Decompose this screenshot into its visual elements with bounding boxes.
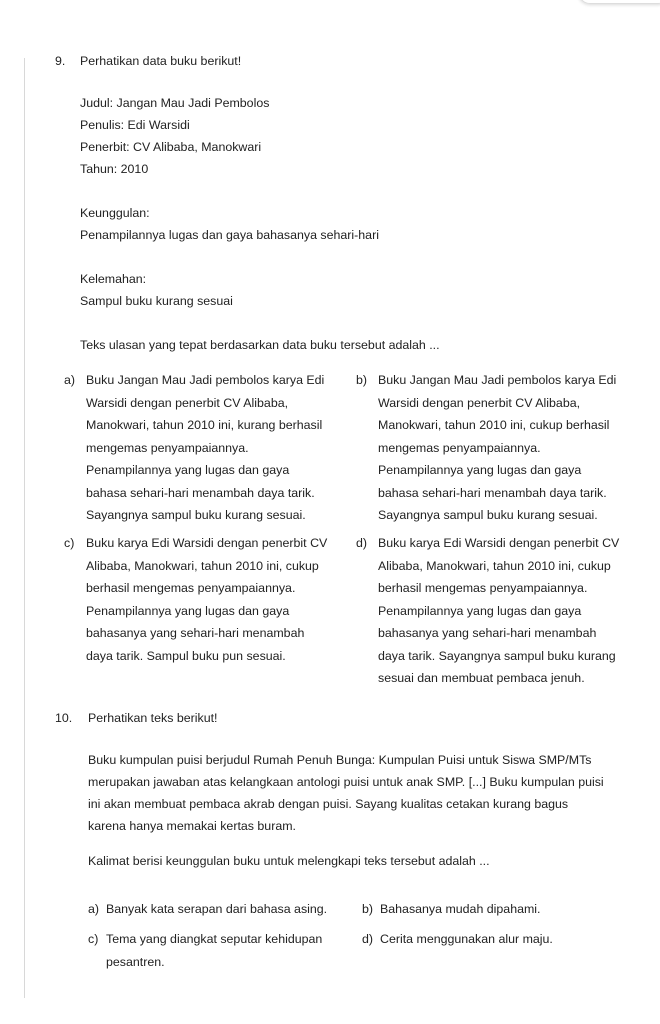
option-text-line: Buku Jangan Mau Jadi pembolos karya Edi	[86, 373, 325, 387]
text-line: merupakan jawaban atas kelangkaan antologi puisi untuk anak SMP. [...] Buku kumpulan puisi	[88, 775, 604, 789]
option-text-line: Buku karya Edi Warsidi dengan penerbit CV	[86, 536, 328, 550]
option-text-line: bahasa sehari-hari menambah daya tarik.	[378, 485, 607, 500]
text-line: Tahun: 2010	[80, 162, 149, 176]
option-label: b)	[362, 902, 374, 916]
option-label: c)	[88, 932, 99, 946]
option-text-line: Alibaba, Manokwari, tahun 2010 ini, cukup	[378, 558, 611, 573]
option-text-line: Penampilannya yang lugas dan gaya	[378, 463, 582, 477]
option-text-line: bahasanya yang sehari-hari menambah	[86, 626, 305, 640]
option-text-line: Banyak kata serapan dari bahasa asing.	[106, 902, 328, 916]
option-text	[86, 369, 324, 527]
text-line: Keunggulan:	[80, 206, 150, 220]
option-label: c)	[64, 536, 75, 550]
option-text-line: Sayangnya sampul buku kurang sesuai.	[86, 508, 306, 522]
q9-keunggulan	[80, 202, 379, 246]
q9-number: 9.	[55, 54, 66, 68]
text-line: Penulis: Edi Warsidi	[80, 118, 190, 132]
option-text-line: Penampilannya yang lugas dan gaya	[86, 603, 290, 618]
option-text-line: berhasil mengemas penyampaiannya.	[86, 581, 296, 595]
text-line: Penerbit: CV Alibaba, Manokwari	[80, 140, 262, 154]
text-line: Judul: Jangan Mau Jadi Pembolos	[80, 96, 270, 110]
q9-book-data	[80, 92, 269, 180]
option-label: d)	[356, 536, 368, 550]
top-corner-widget	[578, 0, 660, 4]
option-text-line: Warsidi dengan penerbit CV Alibaba,	[378, 395, 581, 410]
option-label: b)	[356, 373, 368, 387]
option-text	[380, 898, 541, 921]
option-text-line: mengemas penyampaiannya.	[86, 440, 249, 455]
option-text-line: Manokwari, tahun 2010 ini, cukup berhasil	[378, 418, 610, 432]
option-text	[106, 928, 322, 973]
option-label: a)	[88, 902, 100, 916]
q10-prompt: Perhatikan teks berikut!	[88, 711, 218, 725]
text-line: Buku kumpulan puisi berjudul Rumah Penuh Bunga: Kumpulan Puisi untuk Siswa SMP/MTs	[88, 753, 592, 767]
option-text	[378, 369, 616, 527]
q10-question: Kalimat berisi keunggulan buku untuk melengkapi teks tersebut adalah ...	[88, 854, 490, 868]
left-margin-rule	[24, 58, 25, 998]
option-text-line: Warsidi dengan penerbit CV Alibaba,	[86, 395, 289, 410]
option-text-line: Sayangnya sampul buku kurang sesuai.	[378, 508, 598, 522]
text-line: karena hanya memakai kertas buram.	[88, 819, 296, 833]
option-text-line: pesantren.	[106, 954, 165, 969]
option-text-line: berhasil mengemas penyampaiannya.	[378, 581, 588, 595]
option-text-line: mengemas penyampaiannya.	[378, 440, 541, 455]
option-label: d)	[362, 932, 374, 946]
option-text-line: Manokwari, tahun 2010 ini, kurang berhasil	[86, 418, 323, 432]
option-label: a)	[64, 373, 76, 387]
option-text-line: Alibaba, Manokwari, tahun 2010 ini, cukup	[86, 558, 319, 573]
text-line: Penampilannya lugas dan gaya bahasanya sehari-hari	[80, 228, 379, 242]
q9-question: Teks ulasan yang tepat berdasarkan data buku tersebut adalah ...	[80, 338, 440, 352]
option-text-line: Buku karya Edi Warsidi dengan penerbit CV	[378, 536, 620, 550]
q9-prompt: Perhatikan data buku berikut!	[80, 54, 242, 68]
option-text-line: daya tarik. Sayangnya sampul buku kurang	[378, 648, 616, 663]
option-text-line: Buku Jangan Mau Jadi pembolos karya Edi	[378, 373, 617, 387]
text-line: Sampul buku kurang sesuai	[80, 294, 233, 308]
option-text	[380, 928, 553, 951]
text-line: Kelemahan:	[80, 272, 147, 286]
q9-kelemahan	[80, 268, 233, 312]
option-text-line: bahasa sehari-hari menambah daya tarik.	[86, 485, 315, 500]
q10-passage	[88, 749, 604, 837]
option-text-line: sesuai dan membuat pembaca jenuh.	[378, 671, 585, 685]
option-text-line: daya tarik. Sampul buku pun sesuai.	[86, 648, 286, 663]
q10-number: 10.	[55, 711, 73, 725]
option-text	[378, 532, 619, 690]
option-text-line: Tema yang diangkat seputar kehidupan	[106, 932, 323, 946]
option-text	[86, 532, 327, 667]
option-text-line: Bahasanya mudah dipahami.	[380, 902, 541, 916]
option-text-line: bahasanya yang sehari-hari menambah	[378, 626, 597, 640]
option-text-line: Cerita menggunakan alur maju.	[380, 932, 553, 946]
option-text-line: Penampilannya yang lugas dan gaya	[86, 463, 290, 477]
option-text	[106, 898, 327, 921]
text-line: ini akan membuat pembaca akrab dengan puisi. Sayang kualitas cetakan kurang bagus	[88, 797, 569, 811]
option-text-line: Penampilannya yang lugas dan gaya	[378, 603, 582, 618]
